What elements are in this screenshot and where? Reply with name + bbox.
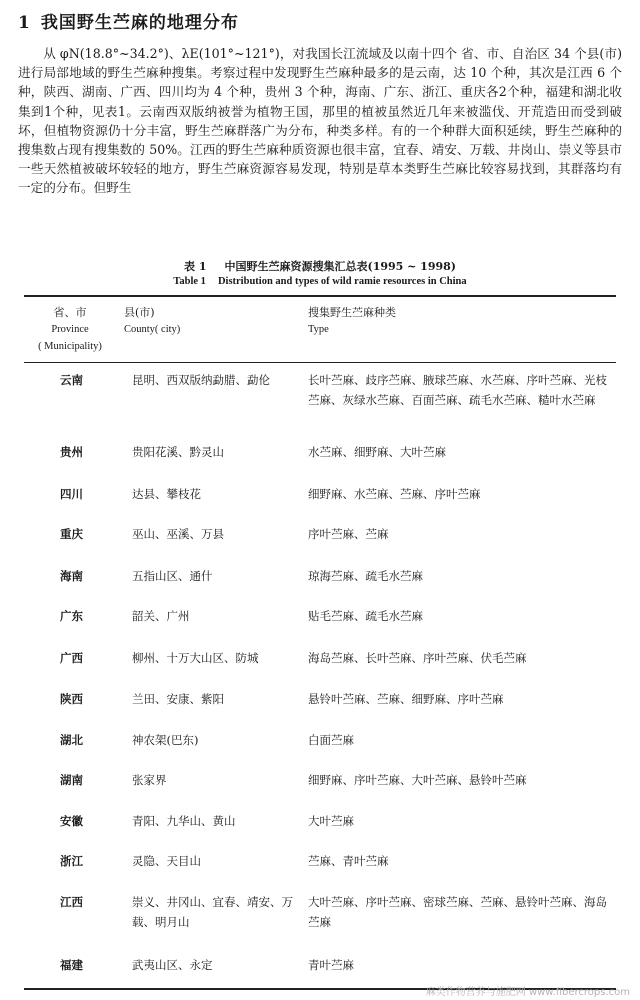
province-cell: 云南 xyxy=(60,373,83,387)
header-county-en: County( city) xyxy=(124,324,181,335)
header-province-zh: 省、市 xyxy=(53,306,87,319)
table-caption-zh xyxy=(0,258,640,274)
type-cell: 悬铃叶苎麻、苎麻、细野麻、序叶苎麻 xyxy=(308,692,504,706)
table-label-en: Table 1 xyxy=(173,276,206,287)
header-municipality-en: ( Municipality) xyxy=(38,341,102,352)
header-province xyxy=(30,304,110,355)
county-cell: 昆明、西双版纳勐腊、勐伦 xyxy=(132,373,270,387)
county-cell: 青阳、九华山、黄山 xyxy=(132,814,236,828)
type-cell: 细野麻、序叶苎麻、大叶苎麻、悬铃叶苎麻 xyxy=(308,773,527,787)
header-county xyxy=(124,304,180,338)
province-cell: 湖北 xyxy=(60,733,83,747)
province-cell: 浙江 xyxy=(60,854,83,868)
county-cell: 达县、攀枝花 xyxy=(132,487,201,501)
type-cell: 琼海苎麻、疏毛水苎麻 xyxy=(308,569,423,583)
section-title: 我国野生苎麻的地理分布 xyxy=(40,13,239,33)
county-cell: 贵阳花溪、黔灵山 xyxy=(132,445,224,459)
type-cell: 序叶苎麻、苎麻 xyxy=(308,527,389,541)
type-cell: 水苎麻、细野麻、大叶苎麻 xyxy=(308,445,446,459)
type-cell: 贴毛苎麻、疏毛水苎麻 xyxy=(308,609,423,623)
header-type xyxy=(308,304,396,338)
table-title-en: Distribution and types of wild ramie resources in China xyxy=(217,276,467,287)
type-cell: 大叶苎麻 xyxy=(308,814,354,828)
county-cell: 神农架(巴东) xyxy=(132,733,199,747)
province-cell: 重庆 xyxy=(60,527,83,541)
header-type-zh: 搜集野生苎麻种类 xyxy=(308,306,396,319)
province-cell: 四川 xyxy=(60,487,83,501)
header-county-zh: 县(市) xyxy=(124,306,155,319)
county-cell: 崇义、井冈山、宜春、靖安、万载、明月山 xyxy=(132,895,293,929)
header-province-en: Province xyxy=(51,324,89,335)
type-cell: 白面苎麻 xyxy=(308,733,354,747)
county-cell: 韶关、广州 xyxy=(132,609,190,623)
province-cell: 贵州 xyxy=(60,445,83,459)
province-cell: 海南 xyxy=(60,569,83,583)
county-cell: 张家界 xyxy=(132,773,167,787)
type-cell: 苎麻、青叶苎麻 xyxy=(308,854,389,868)
site-watermark: 麻类作物营养与施肥网 www.fibercrops.com xyxy=(425,987,630,998)
county-cell: 五指山区、通什 xyxy=(132,569,213,583)
section-number: 1 xyxy=(18,13,31,33)
province-cell: 广西 xyxy=(60,651,83,665)
province-cell: 陕西 xyxy=(60,692,83,706)
province-cell: 安徽 xyxy=(60,814,83,828)
province-cell: 广东 xyxy=(60,609,83,623)
type-cell: 大叶苎麻、序叶苎麻、密球苎麻、苎麻、悬铃叶苎麻、海岛苎麻 xyxy=(308,895,607,929)
table-label-zh: 表 1 xyxy=(184,260,207,273)
table-caption-en xyxy=(0,276,640,287)
county-cell: 柳州、十万大山区、防城 xyxy=(132,651,259,665)
type-cell: 长叶苎麻、歧序苎麻、腋球苎麻、水苎麻、序叶苎麻、光枝苎麻、灰绿水苎麻、百面苎麻、疏毛水苎麻、糙叶水苎麻 xyxy=(308,373,607,407)
table-header-rule xyxy=(24,362,616,363)
county-cell: 巫山、巫溪、万县 xyxy=(132,527,224,541)
type-cell: 细野麻、水苎麻、苎麻、序叶苎麻 xyxy=(308,487,481,501)
type-cell: 青叶苎麻 xyxy=(308,958,354,972)
province-cell: 江西 xyxy=(60,895,83,909)
province-cell: 湖南 xyxy=(60,773,83,787)
header-type-en: Type xyxy=(308,324,329,335)
province-cell: 福建 xyxy=(60,958,83,972)
section-heading xyxy=(18,8,239,33)
county-cell: 兰田、安康、紫阳 xyxy=(132,692,224,706)
county-cell: 武夷山区、永定 xyxy=(132,958,213,972)
county-cell: 灵隐、天目山 xyxy=(132,854,201,868)
table-title-zh: 中国野生苎麻资源搜集汇总表(1995 ~ 1998) xyxy=(224,260,456,273)
table-top-rule xyxy=(24,295,616,297)
type-cell: 海岛苎麻、长叶苎麻、序叶苎麻、伏毛苎麻 xyxy=(308,651,527,665)
body-paragraph: 从 φN(18.8°~34.2°)、λE(101°~121°)，对我国长江流域及以南十四个 省、市、自治区 34 个县(市)进行局部地域的野生苎麻种搜集。考察过程中发现野生苎麻种最多的是云南，达 10 个种，其次是江西 6 个种，陕西、湖南、广西、四川均为 4 个种，贵州 3 个种，海南、广东、浙江、重庆各2个种，福建和湖北收集到1个种，见表1。云南西双版纳被誉为植物王国，那里的植被虽然近几年来被滥伐、开荒造田而受到破坏，但植物资源仍十分丰富，野生苎麻群落广为分布，种类多样。有的一个种群大面积延续，野生苎麻种的搜集数占现有搜集数的 50%。江西的野生苎麻种质资源也很丰富，宜春、靖安、万载、井岗山、崇义等县市一些天然植被破坏较轻的地方，野生苎麻资源容易发现，特别是草本类野生苎麻比较容易找到，其群落均有一定的分布。但野生 xyxy=(18,46,622,196)
